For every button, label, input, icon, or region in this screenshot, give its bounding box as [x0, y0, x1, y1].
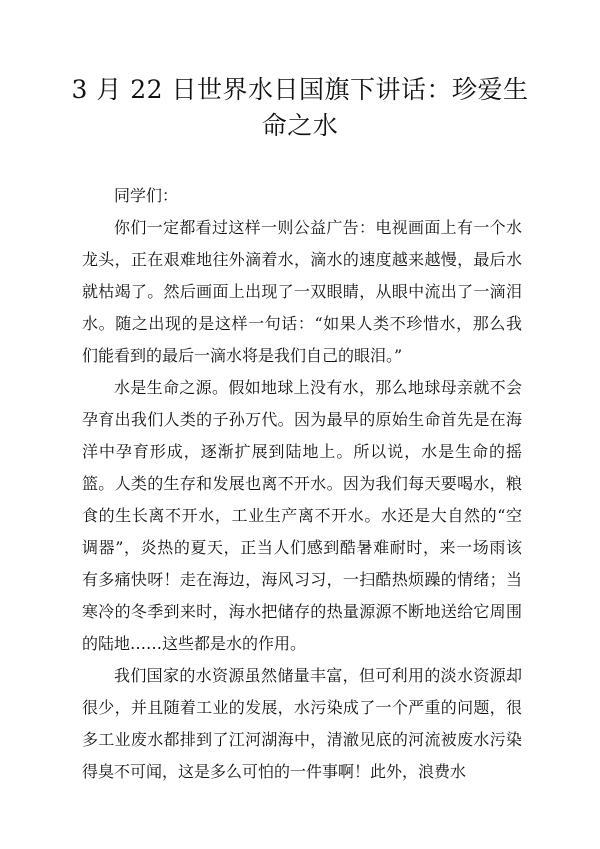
paragraph-water-resources: 我们国家的水资源虽然储量丰富，但可利用的淡水资源却很少，并且随着工业的发展，水污染成了一个严重的问题，很多工业废水都排到了江河湖海中，清澈见底的河流被废水污染得臭不可闻，这是多么可怕的一件事啊！此外，浪费水	[82, 666, 522, 781]
salutation: 同学们：	[114, 186, 179, 205]
paragraph-water-source-of-life: 水是生命之源。假如地球上没有水，那么地球母亲就不会孕育出我们人类的子孙万代。因为最早的原始生命首先是在海洋中孕育形成，逐渐扩展到陆地上。所以说，水是生命的摇篮。人类的生存和发展也离不开水。因为我们每天要喝水，粮食的生长离不开水，工业生产离不开水。水还是大自然的“空调器”，炎热的夏天，正当人们感到酷暑难耐时，来一场雨该有多痛快呀！走在海边，海风习习，一扫酷热烦躁的情绪；当寒冷的冬季到来时，海水把储存的热量源源不断地送给它周围的陆地……这些都是水的作用。	[82, 378, 522, 653]
paragraph-public-service-ad: 你们一定都看过这样一则公益广告：电视画面上有一个水龙头，正在艰难地往外滴着水，滴水的速度越来越慢，最后水就枯竭了。然后画面上出现了一双眼睛，从眼中流出了一滴泪水。随之出现的是这样一句话：“如果人类不珍惜水，那么我们能看到的最后一滴水将是我们自己的眼泪。”	[82, 218, 522, 365]
document-title: 3 月 22 日世界水日国旗下讲话：珍爱生命之水	[71, 75, 529, 140]
document-body	[82, 180, 522, 788]
